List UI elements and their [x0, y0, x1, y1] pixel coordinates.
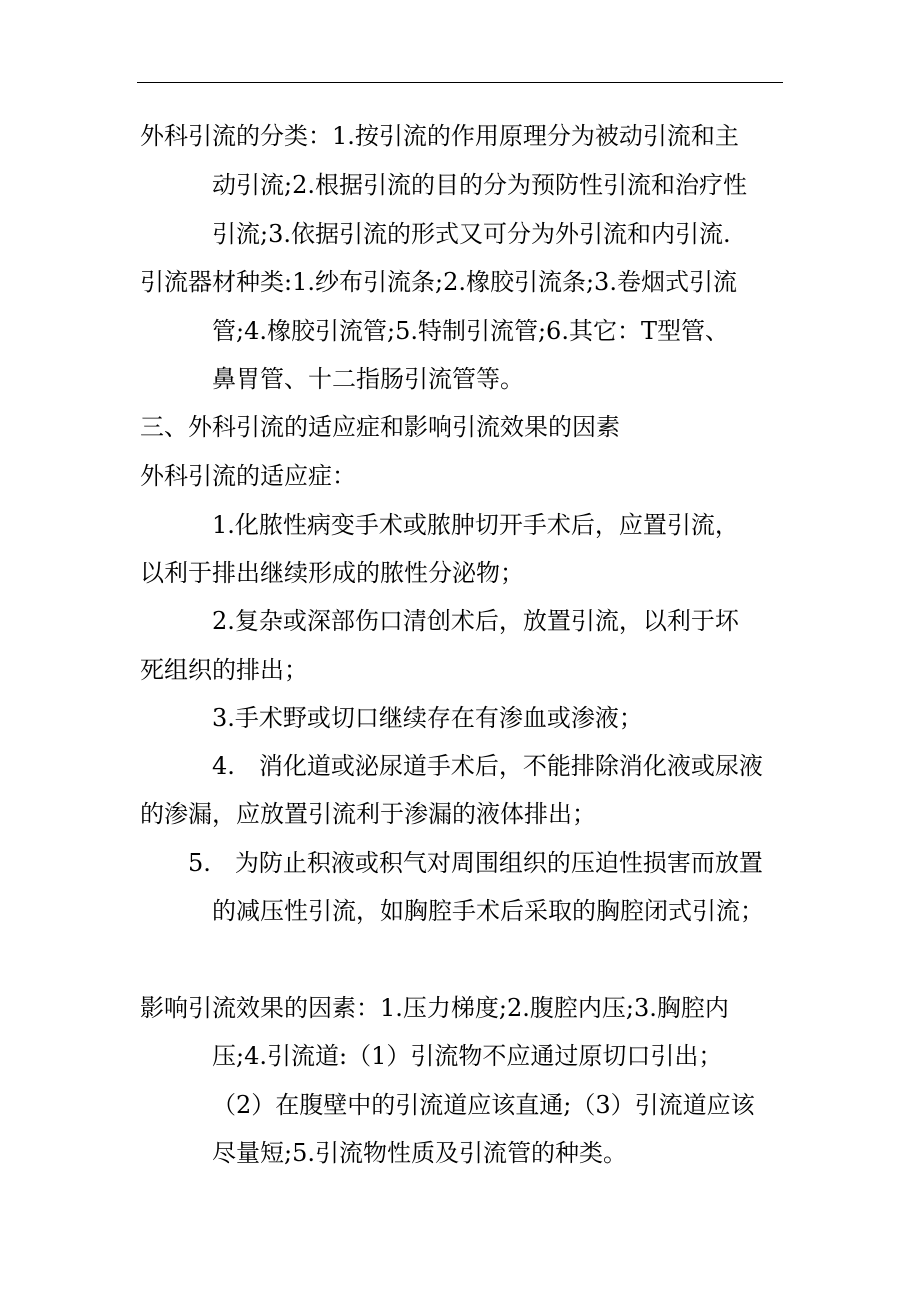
factors-para-line-4: 尽量短;5.引流物性质及引流管的种类。 [212, 1139, 627, 1167]
section-heading: 三、外科引流的适应症和影响引流效果的因素 [140, 413, 620, 441]
indications-heading: 外科引流的适应症： [140, 462, 356, 490]
indication-1-line-1: 1.化脓性病变手术或脓肿切开手术后，应置引流， [212, 511, 739, 539]
classification-para-line-1: 外科引流的分类：1.按引流的作用原理分为被动引流和主 [140, 122, 739, 150]
indication-5-line-1: 5. 为防止积液或积气对周围组织的压迫性损害而放置 [188, 849, 763, 877]
indication-2-line-1: 2.复杂或深部伤口清创术后，放置引流，以利于坏 [212, 607, 739, 635]
factors-para-line-1: 影响引流效果的因素：1.压力梯度;2.腹腔内压;3.胸腔内 [140, 994, 729, 1022]
indication-1-line-2: 以利于排出继续形成的脓性分泌物； [140, 559, 524, 587]
factors-para-line-3: （2）在腹壁中的引流道应该直通;（3）引流道应该 [212, 1091, 755, 1119]
classification-para-line-3: 引流;3.依据引流的形式又可分为外引流和内引流. [212, 220, 731, 248]
indication-2-line-2: 死组织的排出； [140, 656, 308, 684]
classification-para-line-2: 动引流;2.根据引流的目的分为预防性引流和治疗性 [212, 171, 747, 199]
indication-5-line-2: 的减压性引流，如胸腔手术后采取的胸腔闭式引流； [212, 897, 764, 925]
factors-para-line-2: 压;4.引流道:（1）引流物不应通过原切口引出； [212, 1042, 723, 1070]
indication-4-line-2: 的渗漏，应放置引流利于渗漏的液体排出； [140, 800, 596, 828]
indication-4-line-1: 4. 消化道或泌尿道手术后，不能排除消化液或尿液 [212, 752, 763, 780]
header-rule [137, 82, 783, 83]
materials-para-line-2: 管;4.橡胶引流管;5.特制引流管;6.其它：T型管、 [212, 317, 729, 345]
indication-3: 3.手术野或切口继续存在有渗血或渗液； [212, 704, 643, 732]
materials-para-line-3: 鼻胃管、十二指肠引流管等。 [212, 365, 524, 393]
materials-para-line-1: 引流器材种类:1.纱布引流条;2.橡胶引流条;3.卷烟式引流 [140, 268, 737, 296]
